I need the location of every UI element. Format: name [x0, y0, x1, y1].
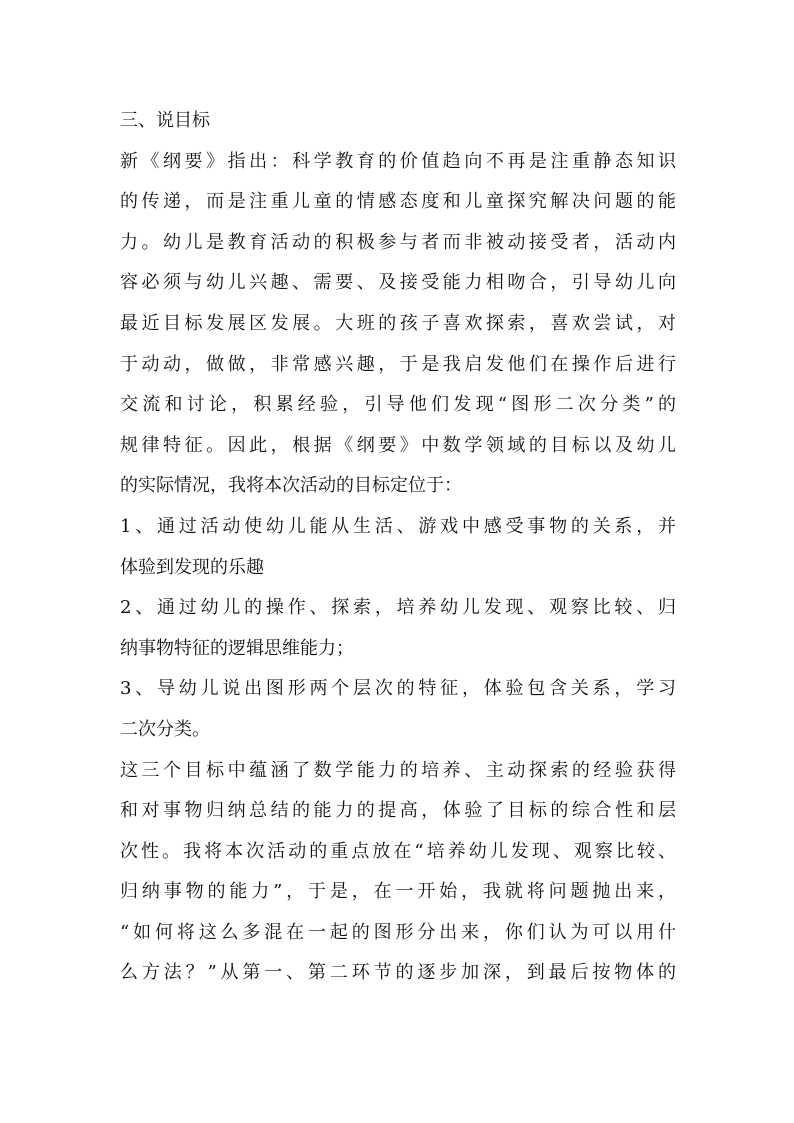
paragraph-line: 次性。我将本次活动的重点放在“培养幼儿发现、观察比较、	[120, 840, 676, 862]
paragraph-line: 力。幼儿是教育活动的积极参与者而非被动接受者，活动内	[120, 231, 676, 253]
section-heading: 三、说目标	[120, 110, 210, 131]
paragraph-line: 这三个目标中蕴涵了数学能力的培养、主动探索的经验获得	[120, 759, 676, 781]
goal-item-3-line: 二次分类。	[120, 718, 210, 740]
paragraph-line: 规律特征。因此，根据《纲要》中数学领域的目标以及幼儿	[120, 434, 676, 456]
goal-item-3-line: 3、导幼儿说出图形两个层次的特征，体验包含关系，学习	[120, 678, 676, 700]
paragraph-line: 和对事物归纳总结的能力的提高，体验了目标的综合性和层	[120, 800, 676, 822]
paragraph-line: 的实际情况，我将本次活动的目标定位于：	[120, 475, 462, 497]
goal-item-2-line: 纳事物特征的逻辑思维能力；	[120, 637, 354, 659]
paragraph-line: 的传递，而是注重儿童的情感态度和儿童探究解决问题的能	[120, 191, 676, 213]
paragraph-line: 么方法？”从第一、第二环节的逐步加深，到最后按物体的	[120, 962, 676, 984]
paragraph-line: 容必须与幼儿兴趣、需要、及接受能力相吻合，引导幼儿向	[120, 272, 676, 294]
goal-item-2-line: 2、通过幼儿的操作、探索，培养幼儿发现、观察比较、归	[120, 597, 676, 619]
paragraph-line: 新《纲要》指出：科学教育的价值趋向不再是注重静态知识	[120, 150, 676, 172]
paragraph-line: 交流和讨论，积累经验，引导他们发现“图形二次分类”的	[120, 394, 676, 416]
goal-item-1-line: 1、通过活动使幼儿能从生活、游戏中感受事物的关系，并	[120, 515, 676, 537]
paragraph-line: 于动动，做做，非常感兴趣，于是我启发他们在操作后进行	[120, 353, 676, 375]
paragraph-line: 归纳事物的能力”，于是，在一开始，我就将问题抛出来，	[120, 881, 676, 903]
paragraph-line: “如何将这么多混在一起的图形分出来，你们认为可以用什	[120, 921, 676, 943]
paragraph-line: 最近目标发展区发展。大班的孩子喜欢探索，喜欢尝试，对	[120, 312, 676, 334]
document-page	[120, 101, 676, 994]
goal-item-1-line: 体验到发现的乐趣	[120, 556, 264, 578]
